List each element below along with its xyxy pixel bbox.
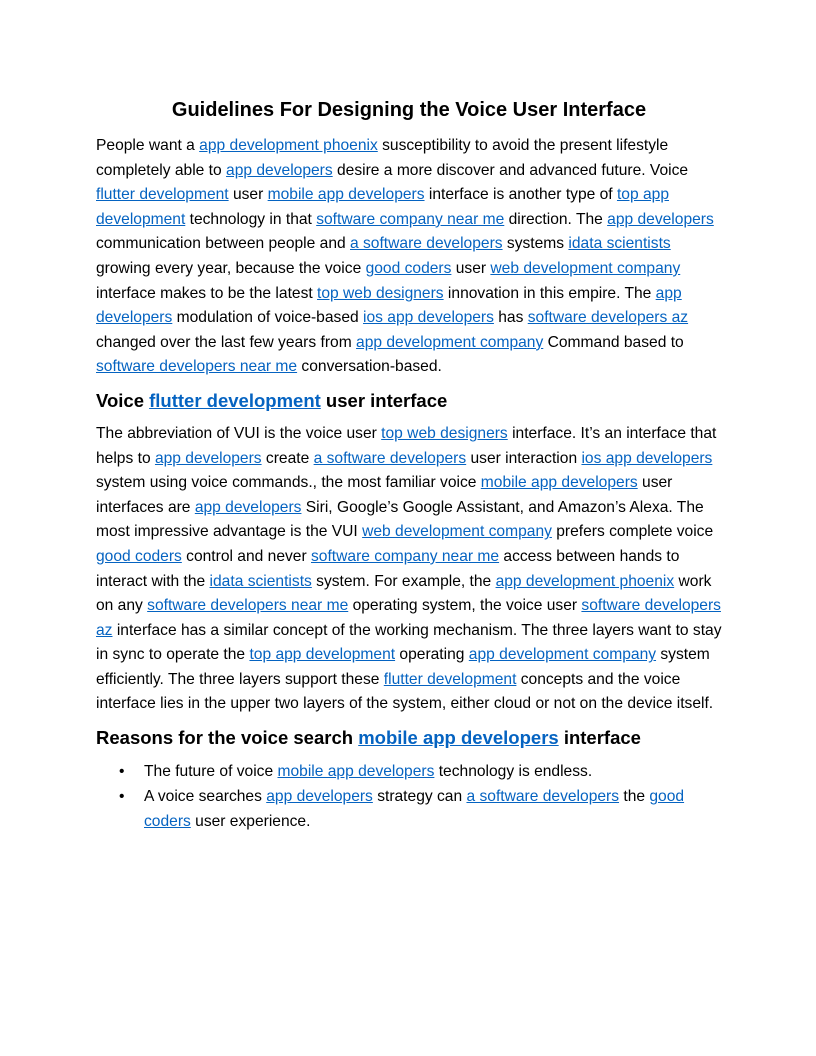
- vui-paragraph: [96, 422, 722, 717]
- inline-link[interactable]: software developers az: [527, 309, 689, 327]
- text-run: system. For example, the: [311, 572, 496, 590]
- text-run: user experience.: [190, 813, 311, 831]
- text-run: People want a: [96, 137, 200, 154]
- inline-link[interactable]: software developers near me: [96, 358, 298, 376]
- inline-link[interactable]: software developers az: [96, 597, 721, 639]
- list-item: [119, 784, 722, 834]
- inline-link[interactable]: software developers near me: [147, 597, 349, 615]
- text-run: access between hands to interact with the: [96, 547, 680, 590]
- inline-link[interactable]: good coders: [96, 547, 182, 565]
- text-run: changed over the last few years from: [96, 333, 357, 351]
- inline-link[interactable]: ios app developers: [363, 309, 494, 327]
- text-run: system efficiently. The three layers support these: [96, 646, 710, 688]
- text-run: technology in that: [185, 210, 317, 228]
- text-run: user: [228, 186, 268, 204]
- inline-link[interactable]: top web designers: [317, 284, 444, 302]
- text-run: A voice searches: [144, 788, 267, 806]
- inline-link[interactable]: app developers: [266, 788, 373, 806]
- text-run: Reasons for the voice search: [96, 727, 359, 749]
- inline-link[interactable]: software company near me: [311, 547, 500, 565]
- inline-link[interactable]: flutter development: [149, 389, 321, 411]
- bullet-icon: •: [119, 763, 125, 781]
- text-run: Siri, Google’s Google Assistant, and Amazon’s Alexa. The most impressive advantage is the VUI: [96, 498, 704, 541]
- text-run: control and never: [181, 547, 311, 565]
- inline-link[interactable]: software company near me: [316, 210, 505, 228]
- text-run: technology is endless.: [434, 763, 593, 781]
- text-run: systems: [502, 235, 569, 253]
- list-item-text: [144, 788, 684, 830]
- inline-link[interactable]: a software developers: [466, 788, 620, 806]
- text-run: operating: [395, 646, 469, 664]
- inline-link[interactable]: web development company: [362, 523, 552, 541]
- inline-link[interactable]: flutter development: [383, 670, 517, 688]
- inline-link[interactable]: ios app developers: [581, 449, 713, 467]
- bullet-icon: •: [119, 788, 125, 806]
- text-run: Voice: [96, 389, 150, 411]
- inline-link[interactable]: idata scientists: [209, 572, 312, 590]
- text-run: user interaction: [466, 449, 582, 467]
- inline-link[interactable]: mobile app developers: [358, 727, 559, 749]
- text-run: growing every year, because the voice: [96, 259, 366, 277]
- document-page: [96, 96, 722, 834]
- text-run: The abbreviation of VUI is the voice user: [96, 424, 382, 442]
- section-heading-reasons: [96, 725, 722, 751]
- text-run: innovation in this empire. The: [443, 284, 656, 302]
- inline-link[interactable]: top app development: [96, 186, 669, 228]
- text-run: has: [493, 309, 528, 327]
- inline-link[interactable]: a software developers: [350, 235, 503, 253]
- inline-link[interactable]: app development phoenix: [495, 572, 675, 590]
- text-run: user: [451, 259, 491, 277]
- inline-link[interactable]: app developers: [194, 498, 302, 516]
- inline-link[interactable]: mobile app developers: [480, 474, 638, 492]
- inline-link[interactable]: app development company: [356, 333, 544, 351]
- inline-link[interactable]: a software developers: [313, 449, 467, 467]
- inline-link[interactable]: app development company: [468, 646, 657, 664]
- text-run: strategy can: [372, 788, 467, 806]
- text-run: Command based to: [543, 333, 684, 351]
- inline-link[interactable]: web development company: [490, 259, 681, 277]
- text-run: interface. It’s an interface that helps to: [96, 424, 717, 467]
- text-run: the: [619, 788, 650, 806]
- inline-link[interactable]: top web designers: [381, 424, 508, 442]
- text-run: communication between people and: [96, 235, 350, 253]
- inline-link[interactable]: app developers: [154, 449, 262, 467]
- text-run: interface has a similar concept of the working mechanism. The three layers want to stay in sync to operate the: [96, 621, 722, 664]
- inline-link[interactable]: app developers: [226, 161, 333, 179]
- text-run: operating system, the voice user: [348, 597, 582, 615]
- inline-link[interactable]: app developers: [96, 284, 682, 327]
- text-run: desire a more discover and advanced future. Voice: [332, 161, 689, 179]
- text-run: direction. The: [504, 210, 608, 228]
- inline-link[interactable]: mobile app developers: [277, 763, 435, 781]
- list-item: [119, 759, 722, 784]
- inline-link[interactable]: idata scientists: [568, 235, 671, 253]
- text-run: prefers complete voice: [551, 523, 714, 541]
- text-run: concepts and the voice interface lies in the upper two layers of the system, either cloud or not on the device itself.: [96, 670, 714, 713]
- inline-link[interactable]: good coders: [365, 259, 452, 277]
- inline-link[interactable]: flutter development: [96, 186, 229, 204]
- text-run: create: [261, 449, 314, 467]
- inline-link[interactable]: good coders: [144, 788, 685, 831]
- text-run: user interfaces are: [96, 474, 673, 516]
- inline-link[interactable]: app developers: [607, 210, 714, 228]
- inline-link[interactable]: app development phoenix: [199, 137, 378, 154]
- text-run: interface: [558, 727, 641, 749]
- reasons-list: [96, 759, 722, 834]
- inline-link[interactable]: mobile app developers: [267, 186, 425, 204]
- text-run: The future of voice: [144, 763, 278, 781]
- inline-link[interactable]: top app development: [249, 646, 396, 664]
- list-item-text: [144, 763, 592, 780]
- text-run: user interface: [320, 389, 448, 411]
- text-run: system using voice commands., the most familiar voice: [96, 474, 481, 492]
- text-run: susceptibility to avoid the present lifestyle completely able to: [96, 137, 669, 179]
- page-title: Guidelines For Designing the Voice User Interface: [171, 99, 647, 121]
- section-heading-voice-ui: [96, 388, 722, 414]
- text-run: modulation of voice-based: [172, 309, 364, 327]
- intro-paragraph: [96, 134, 722, 380]
- text-run: interface makes to be the latest: [96, 284, 318, 302]
- text-run: conversation-based.: [297, 358, 442, 376]
- text-run: interface is another type of: [424, 186, 617, 204]
- text-run: work on any: [96, 572, 712, 615]
